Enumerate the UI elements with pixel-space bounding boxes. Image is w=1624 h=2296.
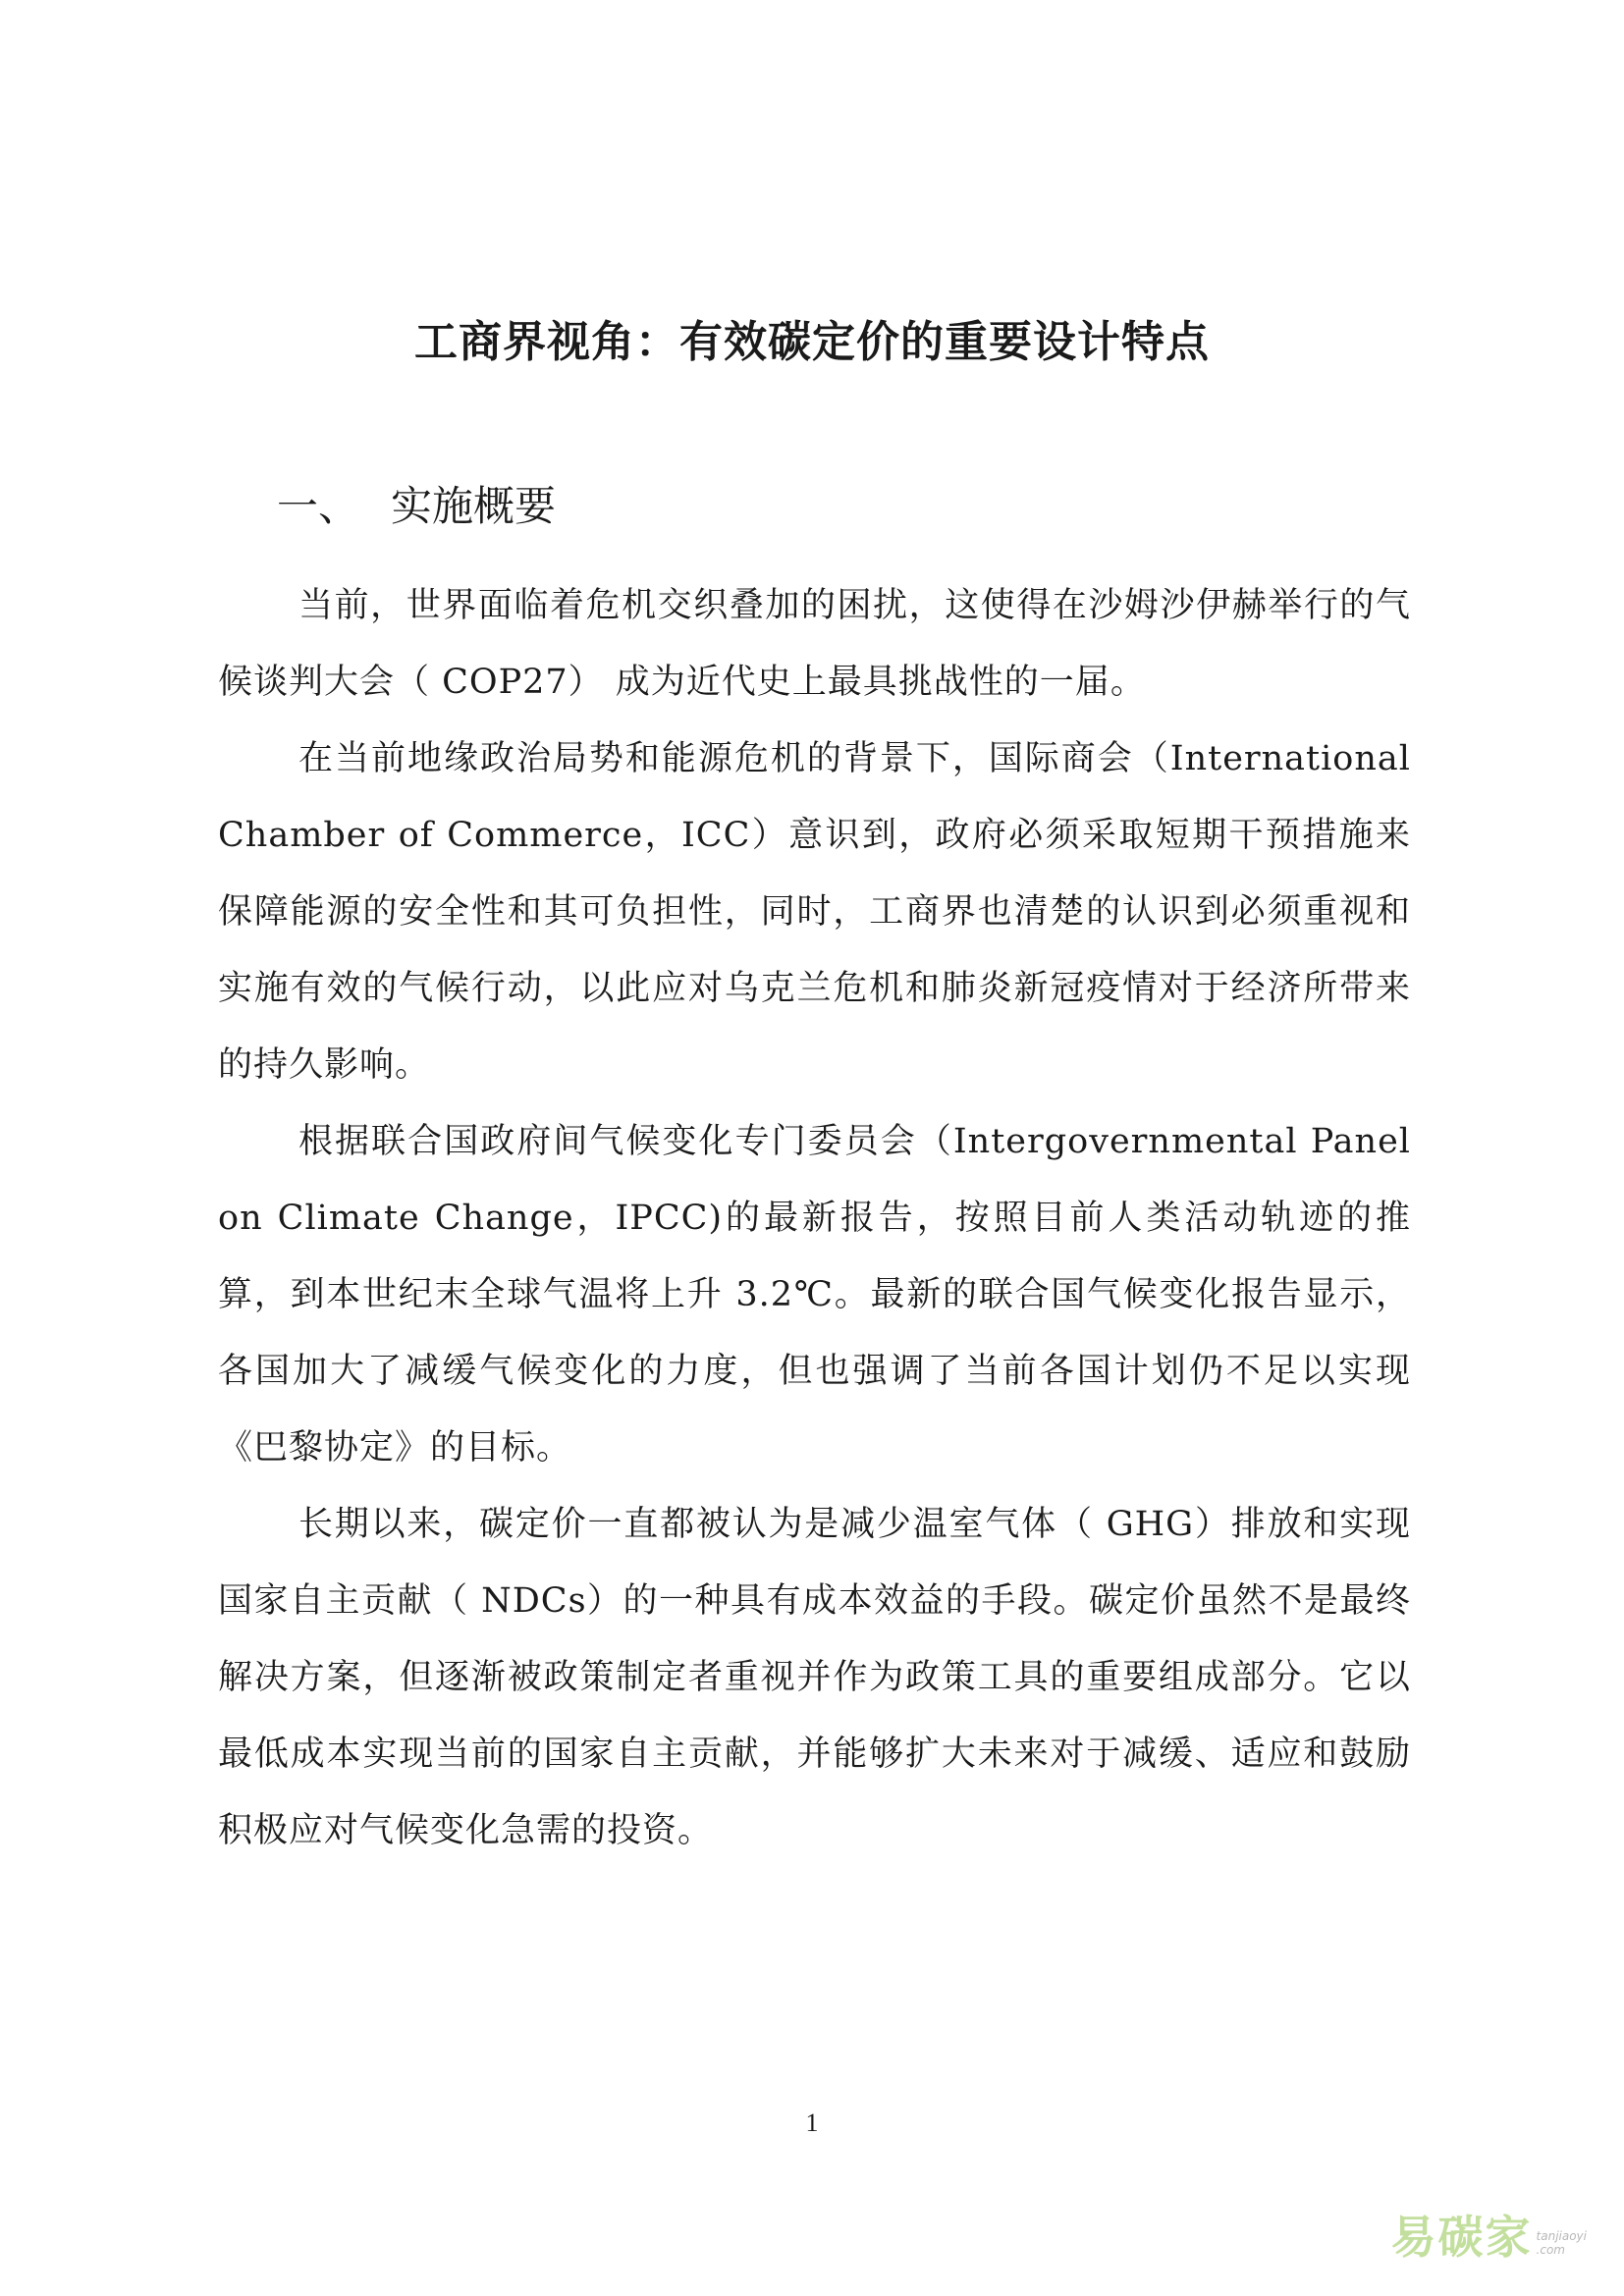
page-number: 1 [805,2109,819,2137]
watermark-domain-line2: .com [1536,2243,1565,2257]
paragraph: 当前，世界面临着危机交织叠加的困扰，这使得在沙姆沙伊赫举行的气候谈判大会（ COP27） 成为近代史上最具挑战性的一届。 [218,586,1411,702]
watermark-text: 易碳家 [1390,2211,1533,2264]
section-number: 一、 [277,482,360,530]
section-heading [277,474,556,533]
watermark-domain-line1: tanjiaoyi [1536,2229,1587,2243]
body-text [218,567,1411,1869]
page-title: 工商界视角：有效碳定价的重要设计特点 [414,317,1210,367]
watermark-logo [1391,2202,1587,2267]
section-title: 实施概要 [391,482,557,530]
paragraph: 在当前地缘政治局势和能源危机的背景下，国际商会（International Chamber of Commerce，ICC）意识到，政府必须采取短期干预措施来保障能源的安全性和其可负担性，同时，工商界也清楚的认识到必须重视和实施有效的气候行动，以此应对乌克兰危机和肺炎新冠疫情对于经济所带来的持久影响。 [218,739,1411,1085]
watermark-domain [1537,2229,1587,2257]
paragraph: 根据联合国政府间气候变化专门委员会（Intergovernmental Panel on Climate Change，IPCC)的最新报告，按照目前人类活动轨迹的推算，到本世纪末全球气温将上升 3.2℃。最新的联合国气候变化报告显示，各国加大了减缓气候变化的力度，但也强调了当前各国计划仍不足以实现《巴黎协定》的目标。 [218,1122,1411,1468]
paragraph: 长期以来，碳定价一直都被认为是减少温室气体（ GHG）排放和实现国家自主贡献（ NDCs）的一种具有成本效益的手段。碳定价虽然不是最终解决方案，但逐渐被政策制定者重视并作为政策工具的重要组成部分。它以最低成本实现当前的国家自主贡献，并能够扩大未来对于减缓、适应和鼓励积极应对气候变化急需的投资。 [218,1505,1411,1850]
